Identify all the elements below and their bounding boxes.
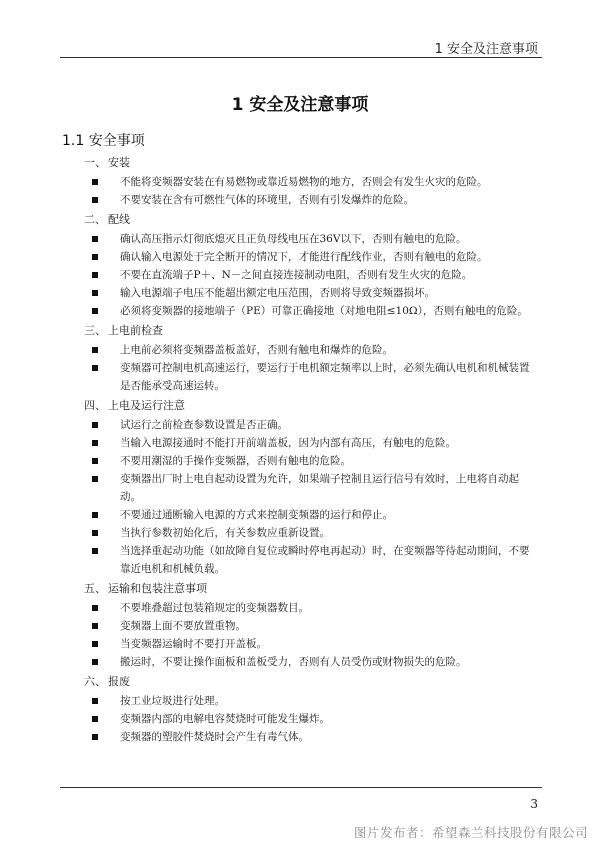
list-item (0, 452, 600, 470)
list-item-text: 变频器可控制电机高速运行，要运行于电机额定频率以上时，必须先确认电机和机械装置是否能承受高速运转。 (120, 362, 530, 392)
safety-group (0, 578, 600, 671)
list-item (0, 617, 600, 635)
list-item-text: 搬运时，不要让操作面板和盖板受力，否则有人员受伤或财物损失的危险。 (120, 656, 467, 668)
group-title: 安装 (108, 156, 130, 169)
list-item-text: 确认输入电源处于完全断开的情况下，才能进行配线作业，否则有触电的危险。 (120, 251, 488, 263)
square-bullet-icon (92, 659, 98, 665)
group-number: 四、 (84, 399, 106, 412)
list-item (0, 728, 600, 746)
square-bullet-icon (92, 365, 98, 371)
square-bullet-icon (92, 623, 98, 629)
safety-content (0, 152, 600, 746)
group-title: 报废 (108, 675, 130, 688)
safety-group (0, 671, 600, 746)
square-bullet-icon (92, 458, 98, 464)
group-number: 二、 (84, 213, 106, 226)
square-bullet-icon (92, 236, 98, 242)
section-title: 1.1 安全事项 (62, 133, 145, 149)
group-number: 三、 (84, 324, 106, 337)
square-bullet-icon (92, 548, 98, 554)
list-item-text: 上电前必须将变频器盖板盖好，否则有触电和爆炸的危险。 (120, 344, 393, 356)
list-item (0, 416, 600, 434)
list-item-text: 确认高压指示灯彻底熄灭且正负母线电压在36V以下，否则有触电的危险。 (120, 233, 467, 245)
safety-group (0, 395, 600, 578)
list-item (0, 524, 600, 542)
list-item-text: 变频器的塑胶件焚烧时会产生有毒气体。 (120, 731, 309, 743)
square-bullet-icon (92, 641, 98, 647)
list-item (0, 266, 600, 284)
list-item-text: 不要堆叠超过包装箱规定的变频器数目。 (120, 602, 309, 614)
list-item-text: 必须将变频器的接地端子（PE）可靠正确接地（对地电阻≤10Ω），否则有触电的危险。 (120, 305, 528, 317)
group-title: 配线 (108, 213, 130, 226)
running-header: 1 安全及注意事项 (434, 42, 538, 57)
header-rule (60, 57, 542, 58)
list-item (0, 284, 600, 302)
group-heading (0, 320, 600, 341)
footer-rule (60, 787, 542, 788)
group-number: 一、 (84, 156, 106, 169)
square-bullet-icon (92, 347, 98, 353)
list-item (0, 341, 600, 359)
list-item-text: 按工业垃圾进行处理。 (120, 695, 225, 707)
safety-group (0, 209, 600, 320)
page-number: 3 (530, 797, 538, 811)
group-title: 上电及运行注意 (108, 399, 185, 412)
group-heading (0, 395, 600, 416)
list-item (0, 599, 600, 617)
list-item (0, 434, 600, 452)
square-bullet-icon (92, 605, 98, 611)
list-item-text: 当选择重起动功能（如故障自复位或瞬时停电再起动）时，在变频器等待起动期间，不要靠近电机和机械负载。 (120, 545, 530, 575)
group-title: 上电前检查 (108, 324, 163, 337)
group-heading (0, 152, 600, 173)
group-title: 运输和包装注意事项 (108, 582, 207, 595)
square-bullet-icon (92, 440, 98, 446)
publisher-watermark: 图片发布者：希望森兰科技股份有限公司 (353, 825, 588, 840)
list-item (0, 692, 600, 710)
group-heading (0, 578, 600, 599)
square-bullet-icon (92, 290, 98, 296)
list-item (0, 173, 600, 191)
square-bullet-icon (92, 179, 98, 185)
list-item-text: 当输入电源接通时不能打开前端盖板，因为内部有高压，有触电的危险。 (120, 437, 456, 449)
safety-group (0, 152, 600, 209)
list-item (0, 191, 600, 209)
list-item-text: 变频器上面不要放置重物。 (120, 620, 246, 632)
list-item-text: 输入电源端子电压不能超出额定电压范围，否则将导致变频器损坏。 (120, 287, 435, 299)
list-item-text: 不能将变频器安装在有易燃物或靠近易燃物的地方，否则会有发生火灾的危险。 (120, 176, 488, 188)
list-item (0, 302, 600, 320)
list-item-text: 不要通过通断输入电源的方式来控制变频器的运行和停止。 (120, 509, 393, 521)
list-item (0, 359, 600, 395)
square-bullet-icon (92, 254, 98, 260)
list-item (0, 230, 600, 248)
group-heading (0, 209, 600, 230)
square-bullet-icon (92, 272, 98, 278)
group-heading (0, 671, 600, 692)
list-item (0, 635, 600, 653)
list-item-text: 不要在直流端子P＋、N－之间直接连接制动电阻，否则有发生火灾的危险。 (120, 269, 473, 281)
list-item-text: 不要安装在含有可燃性气体的环境里，否则有引发爆炸的危险。 (120, 194, 414, 206)
square-bullet-icon (92, 530, 98, 536)
list-item-text: 当执行参数初始化后，有关参数应重新设置。 (120, 527, 330, 539)
list-item (0, 542, 600, 578)
list-item-text: 试运行之前检查参数设置是否正确。 (120, 419, 288, 431)
group-number: 五、 (84, 582, 106, 595)
safety-group (0, 320, 600, 395)
list-item (0, 248, 600, 266)
list-item-text: 变频器内部的电解电容焚烧时可能发生爆炸。 (120, 713, 330, 725)
square-bullet-icon (92, 308, 98, 314)
chapter-title: 1 安全及注意事项 (231, 95, 369, 115)
list-item-text: 不要用潮湿的手操作变频器，否则有触电的危险。 (120, 455, 351, 467)
square-bullet-icon (92, 422, 98, 428)
square-bullet-icon (92, 197, 98, 203)
square-bullet-icon (92, 698, 98, 704)
square-bullet-icon (92, 716, 98, 722)
square-bullet-icon (92, 512, 98, 518)
list-item (0, 470, 600, 506)
square-bullet-icon (92, 476, 98, 482)
square-bullet-icon (92, 734, 98, 740)
group-number: 六、 (84, 675, 106, 688)
list-item (0, 710, 600, 728)
list-item-text: 当变频器运输时不要打开盖板。 (120, 638, 267, 650)
list-item (0, 653, 600, 671)
list-item (0, 506, 600, 524)
list-item-text: 变频器出厂时上电自起动设置为允许，如果端子控制且运行信号有效时，上电将自动起动。 (120, 473, 519, 503)
